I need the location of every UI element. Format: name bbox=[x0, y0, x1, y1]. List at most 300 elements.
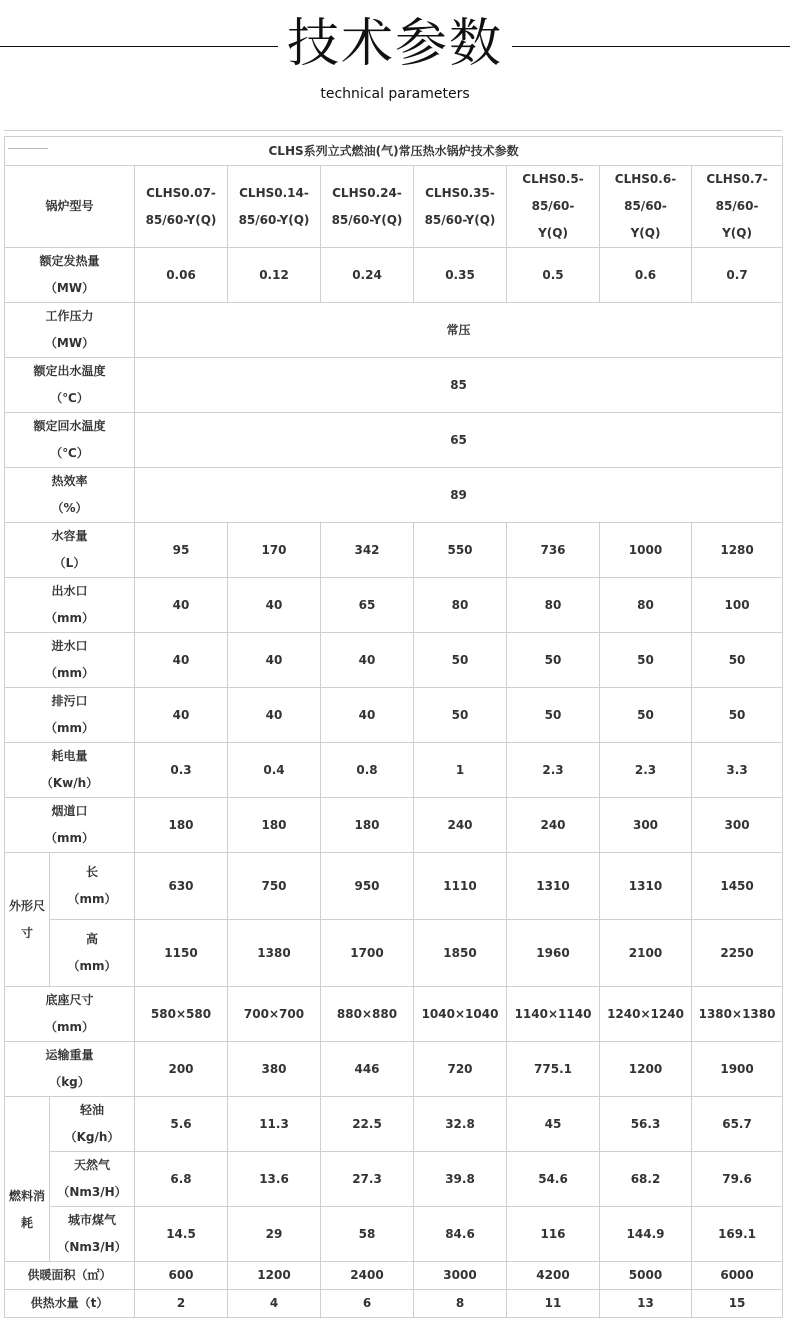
water-capacity-cell-text: 95 bbox=[172, 542, 190, 557]
model-cell bbox=[692, 166, 783, 248]
power-row bbox=[5, 743, 783, 798]
heating-area-cell bbox=[321, 1262, 414, 1290]
pressure-label bbox=[5, 303, 135, 358]
model-line: Y(Q) bbox=[538, 226, 568, 240]
rated-heat-cell bbox=[414, 248, 507, 303]
height-cell bbox=[692, 920, 783, 987]
drain-label bbox=[5, 688, 135, 743]
hot-water-cell bbox=[321, 1290, 414, 1318]
shipping-weight-cell-text: 446 bbox=[354, 1061, 380, 1076]
flue-cell bbox=[600, 798, 692, 853]
rated-heat-cell-text: 0.5 bbox=[542, 267, 564, 282]
length-cell-text: 1310 bbox=[536, 878, 570, 893]
drain-cell-text: 50 bbox=[637, 707, 654, 722]
drain-cell-text: 50 bbox=[728, 707, 746, 722]
heating-area-cell-text: 4200 bbox=[536, 1268, 570, 1282]
base-size-label bbox=[5, 987, 135, 1042]
model-line: 85/60-Y(Q) bbox=[238, 212, 310, 227]
dimension-group-label-unit: 寸 bbox=[20, 925, 33, 940]
rated-heat-cell-text: 0.12 bbox=[259, 267, 289, 282]
base-size-cell bbox=[228, 987, 321, 1042]
dimension-group-label-label: 外形尺 bbox=[8, 898, 45, 913]
height-cell bbox=[321, 920, 414, 987]
drain-cell-text: 40 bbox=[358, 707, 376, 722]
inlet-cell-text: 40 bbox=[265, 652, 283, 667]
rated-heat-cell bbox=[692, 248, 783, 303]
flue-cell-text: 180 bbox=[261, 817, 287, 832]
city-gas-cell-text: 116 bbox=[540, 1226, 566, 1241]
model-line: CLHS0.24- bbox=[332, 185, 402, 200]
hot-water-label bbox=[5, 1290, 135, 1318]
inlet-cell-text: 50 bbox=[544, 652, 562, 667]
natural-gas-cell-text: 39.8 bbox=[445, 1171, 475, 1186]
power-label-label: 耗电量 bbox=[51, 749, 88, 763]
pressure-label-label: 工作压力 bbox=[45, 309, 94, 323]
heating-area-label-text: 供暖面积（㎡） bbox=[27, 1268, 112, 1282]
inlet-label-unit: （mm） bbox=[44, 666, 94, 680]
shipping-weight-cell-text: 200 bbox=[168, 1061, 194, 1076]
hot-water-cell bbox=[507, 1290, 600, 1318]
outlet-cell bbox=[600, 578, 692, 633]
rated-heat-cell-text: 0.7 bbox=[726, 267, 748, 282]
height-cell-text: 1380 bbox=[257, 945, 291, 960]
city-gas-cell-text: 58 bbox=[358, 1226, 376, 1241]
base-size-cell bbox=[507, 987, 600, 1042]
shipping-weight-cell-text: 720 bbox=[447, 1061, 473, 1076]
model-line: CLHS0.7-85/60- bbox=[706, 172, 768, 213]
return-temp-label bbox=[5, 413, 135, 468]
height-cell bbox=[507, 920, 600, 987]
power-cell bbox=[228, 743, 321, 798]
length-label bbox=[50, 853, 135, 920]
table-top-rule bbox=[4, 130, 782, 131]
base-size-label-label: 底座尺寸 bbox=[45, 993, 94, 1007]
base-size-cell-text: 1240×1240 bbox=[607, 1006, 684, 1021]
natural-gas-cell bbox=[692, 1152, 783, 1207]
hot-water-cell-text: 4 bbox=[269, 1296, 279, 1310]
outlet-temp-value-text: 85 bbox=[450, 377, 467, 392]
height-cell bbox=[228, 920, 321, 987]
light-oil-label-label: 轻油 bbox=[79, 1103, 104, 1117]
shipping-weight-cell bbox=[507, 1042, 600, 1097]
flue-cell bbox=[135, 798, 228, 853]
base-size-cell bbox=[135, 987, 228, 1042]
length-label-label: 长 bbox=[85, 865, 98, 879]
heating-area-cell bbox=[600, 1262, 692, 1290]
heating-area-cell bbox=[414, 1262, 507, 1290]
model-cell bbox=[414, 166, 507, 248]
heating-area-row bbox=[5, 1262, 783, 1290]
light-oil-cell-text: 65.7 bbox=[722, 1116, 752, 1131]
flue-cell-text: 300 bbox=[632, 817, 659, 832]
model-label-text: 锅炉型号 bbox=[45, 199, 94, 213]
length-cell bbox=[692, 853, 783, 920]
return-temp-label-label: 额定回水温度 bbox=[33, 419, 106, 433]
outlet-cell-text: 80 bbox=[451, 597, 469, 612]
light-oil-label-unit: （Kg/h） bbox=[64, 1130, 120, 1144]
outlet-label bbox=[5, 578, 135, 633]
power-cell bbox=[600, 743, 692, 798]
length-cell-text: 750 bbox=[261, 878, 287, 893]
natural-gas-label-unit: （Nm3/H） bbox=[57, 1185, 127, 1199]
page-title: 技术参数 bbox=[286, 14, 503, 74]
light-oil-cell-text: 32.8 bbox=[445, 1116, 475, 1131]
flue-label-label: 烟道口 bbox=[51, 804, 88, 818]
base-size-cell-text: 580×580 bbox=[150, 1006, 212, 1021]
city-gas-cell-text: 84.6 bbox=[445, 1226, 475, 1241]
height-cell-text: 2250 bbox=[720, 945, 754, 960]
length-cell bbox=[321, 853, 414, 920]
inlet-cell-text: 50 bbox=[451, 652, 469, 667]
base-size-cell bbox=[692, 987, 783, 1042]
inlet-row bbox=[5, 633, 783, 688]
water-capacity-cell bbox=[228, 523, 321, 578]
power-cell bbox=[135, 743, 228, 798]
outlet-cell-text: 100 bbox=[724, 597, 750, 612]
rated-heat-row bbox=[5, 248, 783, 303]
base-size-cell bbox=[600, 987, 692, 1042]
return-temp-value-text: 65 bbox=[450, 432, 467, 447]
city-gas-cell bbox=[414, 1207, 507, 1262]
caption-short-rule bbox=[8, 148, 48, 149]
outlet-temp-row bbox=[5, 358, 783, 413]
light-oil-cell bbox=[507, 1097, 600, 1152]
outlet-label-unit: （mm） bbox=[44, 611, 94, 625]
shipping-weight-label bbox=[5, 1042, 135, 1097]
water-capacity-cell bbox=[692, 523, 783, 578]
city-gas-cell-text: 169.1 bbox=[718, 1226, 757, 1241]
model-line: 85/60-Y(Q) bbox=[331, 212, 403, 227]
shipping-weight-cell-text: 775.1 bbox=[534, 1061, 572, 1076]
flue-cell bbox=[507, 798, 600, 853]
fuel-natural-gas-row bbox=[5, 1152, 783, 1207]
length-cell-text: 1110 bbox=[443, 878, 477, 893]
return-temp-row bbox=[5, 413, 783, 468]
outlet-cell bbox=[507, 578, 600, 633]
drain-cell bbox=[692, 688, 783, 743]
table-caption: CLHS系列立式燃油(气)常压热水锅炉技术参数 bbox=[5, 137, 783, 166]
hot-water-label-text: 供热水量（t） bbox=[30, 1296, 109, 1310]
drain-cell-text: 50 bbox=[451, 707, 469, 722]
flue-cell-text: 240 bbox=[540, 817, 566, 832]
power-cell-text: 0.4 bbox=[263, 762, 285, 777]
water-capacity-cell-text: 550 bbox=[447, 542, 473, 557]
return-temp-label-unit: （℃） bbox=[50, 446, 89, 460]
shipping-weight-cell-text: 1900 bbox=[720, 1061, 754, 1076]
outlet-cell bbox=[228, 578, 321, 633]
model-line: Y(Q) bbox=[630, 226, 661, 240]
drain-cell-text: 40 bbox=[172, 707, 190, 722]
water-capacity-cell bbox=[135, 523, 228, 578]
heating-area-cell bbox=[228, 1262, 321, 1290]
city-gas-cell-text: 29 bbox=[265, 1226, 283, 1241]
model-cell bbox=[135, 166, 228, 248]
efficiency-value-text: 89 bbox=[450, 487, 467, 502]
outlet-temp-label-unit: （℃） bbox=[50, 391, 89, 405]
light-oil-cell-text: 56.3 bbox=[630, 1116, 661, 1131]
base-size-cell-text: 700×700 bbox=[243, 1006, 305, 1021]
model-line: CLHS0.14- bbox=[239, 185, 309, 200]
hot-water-cell bbox=[600, 1290, 692, 1318]
inlet-cell-text: 50 bbox=[637, 652, 654, 667]
height-label bbox=[50, 920, 135, 987]
hot-water-cell-text: 13 bbox=[637, 1296, 654, 1310]
natural-gas-cell bbox=[507, 1152, 600, 1207]
power-cell bbox=[321, 743, 414, 798]
light-oil-cell bbox=[135, 1097, 228, 1152]
fuel-city-gas-row bbox=[5, 1207, 783, 1262]
water-capacity-cell bbox=[507, 523, 600, 578]
shipping-weight-label-label: 运输重量 bbox=[45, 1048, 94, 1062]
city-gas-cell bbox=[228, 1207, 321, 1262]
height-cell bbox=[600, 920, 692, 987]
hot-water-cell bbox=[414, 1290, 507, 1318]
flue-label bbox=[5, 798, 135, 853]
length-cell-text: 950 bbox=[354, 878, 380, 893]
model-line: CLHS0.5-85/60- bbox=[522, 172, 584, 213]
rated-heat-cell bbox=[321, 248, 414, 303]
drain-cell bbox=[135, 688, 228, 743]
drain-cell-text: 50 bbox=[544, 707, 562, 722]
natural-gas-cell-text: 6.8 bbox=[170, 1171, 192, 1186]
shipping-weight-cell-text: 380 bbox=[261, 1061, 287, 1076]
base-size-cell bbox=[321, 987, 414, 1042]
heating-area-cell-text: 5000 bbox=[628, 1268, 663, 1282]
water-capacity-cell bbox=[600, 523, 692, 578]
natural-gas-cell-text: 54.6 bbox=[538, 1171, 568, 1186]
heating-area-cell-text: 6000 bbox=[720, 1268, 754, 1282]
natural-gas-cell-text: 68.2 bbox=[630, 1171, 661, 1186]
city-gas-label-unit: （Nm3/H） bbox=[57, 1240, 127, 1254]
natural-gas-cell bbox=[135, 1152, 228, 1207]
drain-cell bbox=[414, 688, 507, 743]
hot-water-cell bbox=[692, 1290, 783, 1318]
hot-water-cell bbox=[228, 1290, 321, 1318]
length-cell bbox=[228, 853, 321, 920]
drain-label-label: 排污口 bbox=[51, 694, 88, 708]
light-oil-cell-text: 11.3 bbox=[259, 1116, 289, 1131]
power-cell-text: 0.3 bbox=[170, 762, 192, 777]
rated-heat-cell-text: 0.24 bbox=[352, 267, 382, 282]
light-oil-cell bbox=[692, 1097, 783, 1152]
natural-gas-label bbox=[50, 1152, 135, 1207]
inlet-cell-text: 50 bbox=[728, 652, 746, 667]
outlet-cell bbox=[135, 578, 228, 633]
spec-table-wrapper bbox=[4, 136, 782, 1318]
flue-row bbox=[5, 798, 783, 853]
outlet-cell-text: 40 bbox=[265, 597, 283, 612]
model-line: CLHS0.07- bbox=[146, 185, 216, 200]
page-subtitle: technical parameters bbox=[320, 86, 470, 102]
natural-gas-cell bbox=[321, 1152, 414, 1207]
model-line: 85/60-Y(Q) bbox=[145, 212, 217, 227]
flue-cell-text: 240 bbox=[447, 817, 473, 832]
flue-cell-text: 300 bbox=[724, 817, 750, 832]
drain-cell-text: 40 bbox=[265, 707, 283, 722]
outlet-temp-label bbox=[5, 358, 135, 413]
water-capacity-cell-text: 170 bbox=[261, 542, 287, 557]
drain-label-unit: （mm） bbox=[44, 721, 94, 735]
height-cell bbox=[414, 920, 507, 987]
heating-area-label bbox=[5, 1262, 135, 1290]
shipping-weight-cell bbox=[228, 1042, 321, 1097]
length-cell bbox=[600, 853, 692, 920]
outlet-cell-text: 80 bbox=[544, 597, 562, 612]
city-gas-cell-text: 144.9 bbox=[626, 1226, 665, 1241]
model-line: Y(Q) bbox=[722, 226, 752, 240]
power-cell bbox=[507, 743, 600, 798]
height-cell-text: 1960 bbox=[536, 945, 570, 960]
rated-heat-cell-text: 0.06 bbox=[166, 267, 196, 282]
heating-area-cell bbox=[507, 1262, 600, 1290]
water-capacity-cell bbox=[321, 523, 414, 578]
flue-cell bbox=[414, 798, 507, 853]
return-temp-value bbox=[135, 413, 783, 468]
light-oil-label bbox=[50, 1097, 135, 1152]
flue-cell bbox=[321, 798, 414, 853]
model-row bbox=[5, 166, 783, 248]
city-gas-cell bbox=[321, 1207, 414, 1262]
inlet-cell-text: 40 bbox=[172, 652, 190, 667]
outlet-row bbox=[5, 578, 783, 633]
city-gas-label-label: 城市煤气 bbox=[67, 1213, 116, 1227]
shipping-weight-row bbox=[5, 1042, 783, 1097]
flue-label-unit: （mm） bbox=[44, 831, 94, 845]
inlet-cell bbox=[135, 633, 228, 688]
shipping-weight-cell bbox=[135, 1042, 228, 1097]
efficiency-label-unit: （%） bbox=[51, 501, 88, 515]
outlet-temp-label-label: 额定出水温度 bbox=[33, 364, 106, 378]
outlet-cell-text: 80 bbox=[637, 597, 654, 612]
pressure-row bbox=[5, 303, 783, 358]
pressure-value bbox=[135, 303, 783, 358]
power-cell-text: 0.8 bbox=[356, 762, 378, 777]
model-line: CLHS0.35- bbox=[425, 185, 495, 200]
fuel-group-label bbox=[5, 1097, 50, 1262]
fuel-group-label-text: 燃料消耗 bbox=[8, 1189, 45, 1230]
base-size-cell-text: 1040×1040 bbox=[421, 1006, 499, 1021]
inlet-cell bbox=[321, 633, 414, 688]
natural-gas-cell bbox=[228, 1152, 321, 1207]
outlet-cell-text: 65 bbox=[358, 597, 376, 612]
height-label-unit: （mm） bbox=[67, 959, 117, 973]
flue-cell-text: 180 bbox=[354, 817, 380, 832]
hot-water-cell-text: 6 bbox=[362, 1296, 372, 1310]
base-size-cell-text: 1380×1380 bbox=[698, 1006, 776, 1021]
power-label-unit: （Kw/h） bbox=[40, 776, 99, 790]
shipping-weight-label-unit: （kg） bbox=[49, 1075, 90, 1089]
base-size-row bbox=[5, 987, 783, 1042]
inlet-label bbox=[5, 633, 135, 688]
fuel-light-oil-row bbox=[5, 1097, 783, 1152]
model-cell bbox=[321, 166, 414, 248]
light-oil-cell-text: 22.5 bbox=[352, 1116, 382, 1131]
efficiency-row bbox=[5, 468, 783, 523]
inlet-label-label: 进水口 bbox=[51, 639, 88, 653]
model-cell bbox=[507, 166, 600, 248]
heating-area-cell bbox=[135, 1262, 228, 1290]
light-oil-cell-text: 5.6 bbox=[170, 1116, 192, 1131]
rated-heat-cell-text: 0.6 bbox=[634, 267, 657, 282]
dimension-group-label bbox=[5, 853, 50, 987]
inlet-cell bbox=[692, 633, 783, 688]
power-label bbox=[5, 743, 135, 798]
base-size-label-unit: （mm） bbox=[44, 1020, 94, 1034]
outlet-label-label: 出水口 bbox=[51, 584, 88, 598]
city-gas-cell bbox=[135, 1207, 228, 1262]
model-line: CLHS0.6-85/60- bbox=[614, 172, 677, 213]
city-gas-cell bbox=[692, 1207, 783, 1262]
height-cell-text: 1850 bbox=[443, 945, 477, 960]
dimension-length-row bbox=[5, 853, 783, 920]
height-cell-text: 1700 bbox=[350, 945, 384, 960]
shipping-weight-cell bbox=[321, 1042, 414, 1097]
caption-row bbox=[5, 137, 783, 166]
water-capacity-cell-text: 342 bbox=[354, 542, 380, 557]
rated-heat-cell bbox=[135, 248, 228, 303]
hot-water-cell bbox=[135, 1290, 228, 1318]
hot-water-cell-text: 15 bbox=[728, 1296, 746, 1310]
height-cell-text: 2100 bbox=[628, 945, 663, 960]
heating-area-cell bbox=[692, 1262, 783, 1290]
natural-gas-cell bbox=[414, 1152, 507, 1207]
hot-water-row bbox=[5, 1290, 783, 1318]
rated-heat-label-unit: （MW） bbox=[44, 281, 95, 295]
inlet-cell bbox=[228, 633, 321, 688]
natural-gas-cell-text: 13.6 bbox=[259, 1171, 289, 1186]
inlet-cell bbox=[600, 633, 692, 688]
shipping-weight-cell bbox=[692, 1042, 783, 1097]
rated-heat-cell bbox=[507, 248, 600, 303]
drain-cell bbox=[228, 688, 321, 743]
city-gas-label bbox=[50, 1207, 135, 1262]
light-oil-cell bbox=[600, 1097, 692, 1152]
power-cell-text: 2.3 bbox=[542, 762, 564, 777]
rated-heat-label-label: 额定发热量 bbox=[39, 254, 100, 268]
natural-gas-cell-text: 79.6 bbox=[722, 1171, 752, 1186]
drain-row bbox=[5, 688, 783, 743]
flue-cell bbox=[228, 798, 321, 853]
natural-gas-label-label: 天然气 bbox=[73, 1158, 110, 1172]
heating-area-cell-text: 600 bbox=[168, 1268, 194, 1282]
model-cell bbox=[228, 166, 321, 248]
city-gas-cell-text: 14.5 bbox=[166, 1226, 196, 1241]
pressure-label-unit: （MW） bbox=[44, 336, 95, 350]
length-cell-text: 630 bbox=[168, 878, 194, 893]
outlet-cell bbox=[692, 578, 783, 633]
light-oil-cell-text: 45 bbox=[544, 1116, 562, 1131]
water-capacity-row bbox=[5, 523, 783, 578]
height-cell-text: 1150 bbox=[164, 945, 198, 960]
efficiency-value bbox=[135, 468, 783, 523]
dimension-height-row bbox=[5, 920, 783, 987]
hot-water-cell-text: 2 bbox=[176, 1296, 186, 1310]
city-gas-cell bbox=[600, 1207, 692, 1262]
outlet-cell-text: 40 bbox=[172, 597, 190, 612]
length-cell bbox=[135, 853, 228, 920]
water-capacity-cell-text: 736 bbox=[540, 542, 566, 557]
water-capacity-label bbox=[5, 523, 135, 578]
shipping-weight-cell bbox=[414, 1042, 507, 1097]
city-gas-cell bbox=[507, 1207, 600, 1262]
light-oil-cell bbox=[414, 1097, 507, 1152]
heating-area-cell-text: 3000 bbox=[443, 1268, 477, 1282]
page-header bbox=[0, 0, 790, 120]
hot-water-cell-text: 8 bbox=[455, 1296, 465, 1310]
rated-heat-cell bbox=[600, 248, 692, 303]
light-oil-cell bbox=[321, 1097, 414, 1152]
model-label bbox=[5, 166, 135, 248]
